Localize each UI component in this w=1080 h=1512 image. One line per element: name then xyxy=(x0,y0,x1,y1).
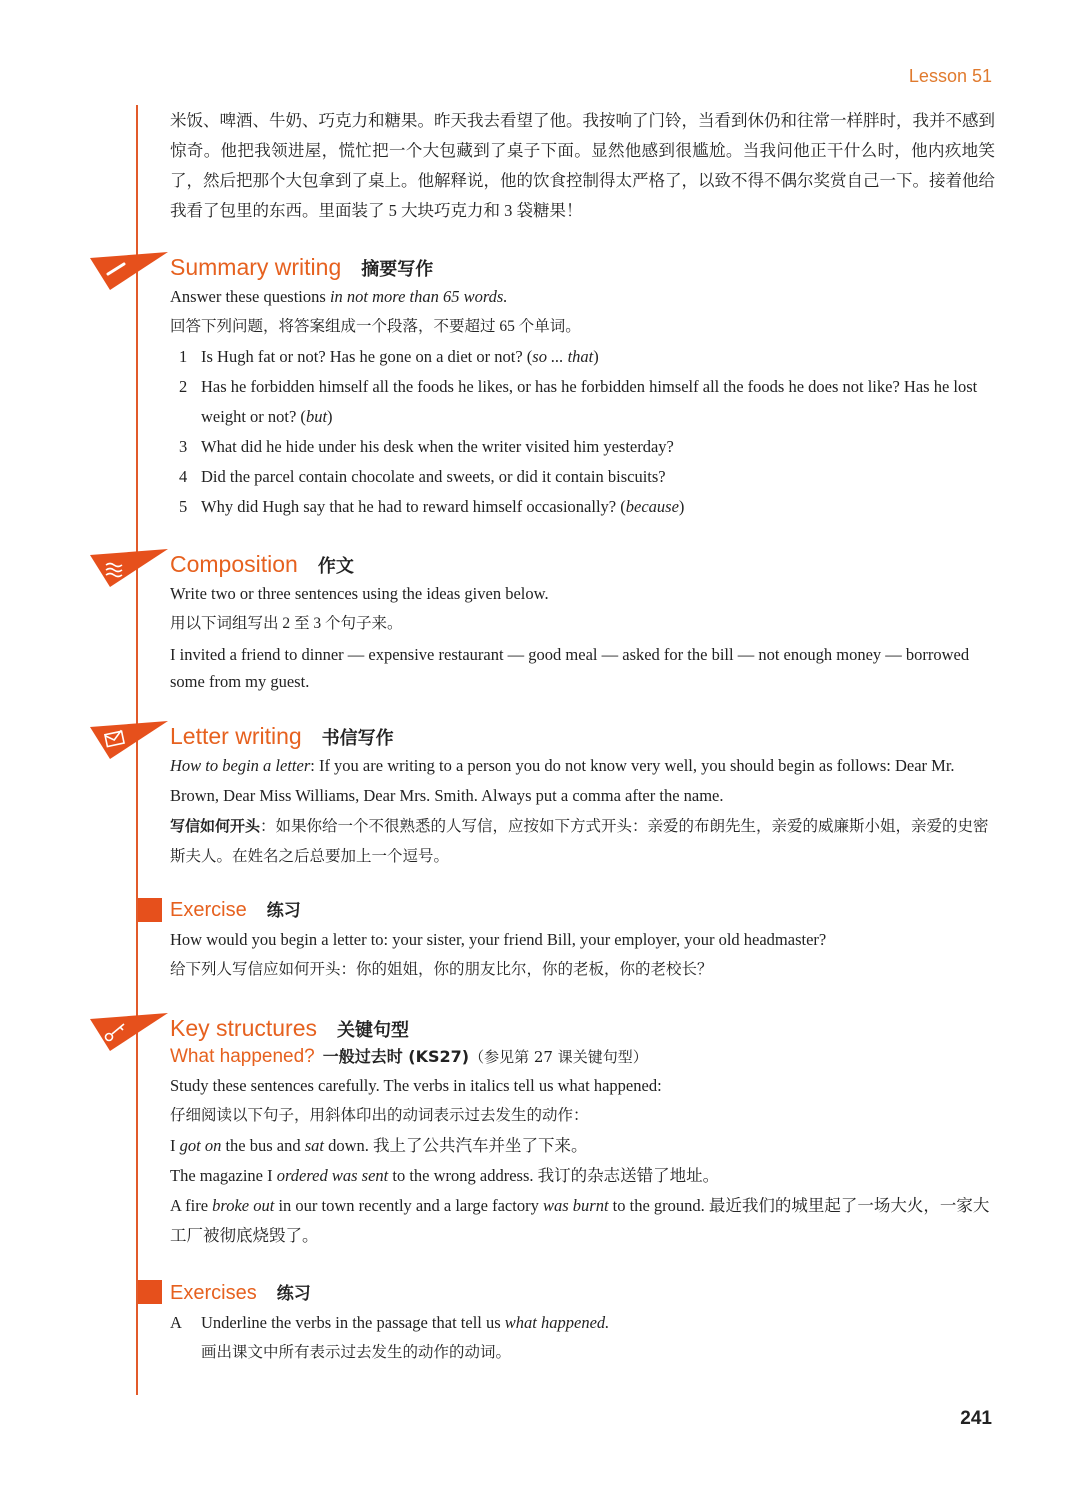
sentence-part: I xyxy=(170,1136,180,1155)
question-end: ) xyxy=(593,347,599,366)
key-subtitle: What happened? xyxy=(170,1046,315,1067)
key-title-cn: 关键句型 xyxy=(337,1020,409,1041)
question-body: What did he hide under his desk when the writer visited him yesterday? xyxy=(201,437,674,456)
exercises-marker xyxy=(138,1280,162,1304)
instruction-italic: in not more than 65 words. xyxy=(329,287,508,306)
composition-instruction-cn: 用以下词组写出 2 至 3 个句子来。 xyxy=(170,615,403,632)
summary-title: Summary writing xyxy=(170,254,342,280)
question-body: Did the parcel contain chocolate and sweets, or did it contain biscuits? xyxy=(201,467,666,486)
example-sentence xyxy=(170,1131,1000,1161)
sentence-verb: ordered was sent xyxy=(276,1166,389,1185)
exercise-title-cn: 练习 xyxy=(266,901,301,921)
question-number: 1 xyxy=(179,347,188,366)
question-hint: but xyxy=(305,407,328,426)
letter-title-cn: 书信写作 xyxy=(321,728,394,749)
question-end: ) xyxy=(678,497,685,516)
exercise-title: Exercise xyxy=(170,899,247,921)
intro-paragraph: 米饭、啤酒、牛奶、巧克力和糖果。昨天我去看望了他。我按响了门铃，当看到休仍和往常一样胖时，我并不感到惊奇。他把我领进屋，慌忙把一个大包藏到了桌子下面。显然他感到很尴尬。当我问他正干什么时，他内疚地笑了，然后把那个大包拿到了桌上。他解释说，他的饮食控制得太严格了，以致不得不偶尔奖赏自己一下。接着他给我看了包里的东西。里面装了 5 大块巧克力和 3 袋糖果！ xyxy=(170,111,995,220)
letter-title: Letter writing xyxy=(170,723,302,749)
example-sentence xyxy=(170,1191,1000,1251)
summary-title-cn: 摘要写作 xyxy=(361,259,434,280)
summary-instruction xyxy=(170,282,1000,312)
question-item xyxy=(170,342,1000,372)
pencil-icon xyxy=(90,252,168,292)
exercise-section xyxy=(170,895,1000,985)
key-subheading xyxy=(170,1043,1000,1071)
example-sentence xyxy=(170,1161,1000,1191)
exercise-item-body: Underline the verbs in the passage that tell us xyxy=(201,1313,505,1332)
question-hint: so ... that xyxy=(532,347,594,366)
section-heading xyxy=(170,721,1000,751)
exercise-item-spacer xyxy=(170,1338,201,1368)
question-item xyxy=(170,462,1000,492)
exercise-item-italic: what happened. xyxy=(504,1313,610,1332)
sentence-verb: sat xyxy=(304,1136,325,1155)
exercise-item-cn-row xyxy=(170,1338,1000,1368)
key-instruction-cn: 仔细阅读以下句子，用斜体印出的动词表示过去发生的动作： xyxy=(170,1107,589,1124)
question-text xyxy=(201,462,1000,492)
key-instruction: Study these sentences carefully. The verbs in italics tell us what happened: xyxy=(170,1076,662,1095)
exercise-marker xyxy=(138,898,162,922)
exercise-item-label: A xyxy=(170,1313,182,1332)
key-subtitle-cn: 一般过去时 (KS27) xyxy=(322,1047,470,1066)
composition-ideas: I invited a friend to dinner — expensive restaurant — good meal — asked for the bill — not enough money — borrowed some from my guest. xyxy=(170,645,970,691)
lines-icon xyxy=(90,549,168,589)
exercise-text-cn: 给下列人写信应如何开头：你的姐姐，你的朋友比尔，你的老板，你的老校长？ xyxy=(170,961,713,978)
key-subtitle-note: （参见第 27 课关键句型） xyxy=(469,1048,648,1066)
question-end: ) xyxy=(327,407,333,426)
question-body: Is Hugh fat or not? Has he gone on a diet or not? ( xyxy=(201,347,533,366)
section-heading xyxy=(170,549,1000,579)
section-heading xyxy=(170,252,1000,282)
sentence-part: The magazine I xyxy=(170,1166,277,1185)
composition-instruction: Write two or three sentences using the ideas given below. xyxy=(170,584,549,603)
question-text xyxy=(201,372,1000,432)
sentence-part: in our town recently and a large factory xyxy=(274,1196,543,1215)
letter-text xyxy=(170,751,1000,811)
letter-section xyxy=(170,721,1000,872)
question-number: 3 xyxy=(179,437,188,456)
exercises-title: Exercises xyxy=(170,1282,257,1304)
letter-label: How to begin a letter xyxy=(170,756,311,775)
exercise-item xyxy=(170,1308,1000,1338)
key-title: Key structures xyxy=(170,1015,317,1041)
envelope-icon xyxy=(90,721,168,761)
question-hint: because xyxy=(625,497,679,516)
exercise-text: How would you begin a letter to: your sister, your friend Bill, your employer, your old headmaster? xyxy=(170,930,827,949)
exercises-title-cn: 练习 xyxy=(276,1284,311,1304)
sentence-verb: got on xyxy=(179,1136,222,1155)
instruction-text: Answer these questions xyxy=(170,287,330,306)
sentence-verb: broke out xyxy=(212,1196,275,1215)
composition-title-cn: 作文 xyxy=(317,556,354,577)
question-number: 5 xyxy=(179,497,188,516)
key-structures-section xyxy=(170,1013,1000,1251)
section-heading xyxy=(170,895,1000,925)
question-body: Why did Hugh say that he had to reward himself occasionally? ( xyxy=(201,497,626,516)
sentence-part: A fire xyxy=(170,1196,213,1215)
question-item xyxy=(170,432,1000,462)
question-item xyxy=(170,372,1000,432)
question-text xyxy=(201,342,1000,372)
exercise-item-cn: 画出课文中所有表示过去发生的动作的动词。 xyxy=(201,1344,512,1361)
sentence-part: the bus and xyxy=(221,1136,305,1155)
question-number: 4 xyxy=(179,467,188,486)
summary-section xyxy=(170,252,1000,522)
page-number: 241 xyxy=(960,1408,992,1429)
letter-body: : If you are writing to a person you do not know very well, you should begin as follows: Dear Mr. Brown, Dear Miss Williams, Dear Mrs. Smith. Always put a comma after the name. xyxy=(170,756,955,805)
sentence-part: down. 我上了公共汽车并坐了下来。 xyxy=(324,1136,588,1155)
sentence-part: to the wrong address. 我订的杂志送错了地址。 xyxy=(388,1166,720,1185)
letter-body-cn: ：如果你给一个不很熟悉的人写信，应按如下方式开头：亲爱的布朗先生，亲爱的威廉斯小姐，亲爱的史密斯夫人。在姓名之后总要加上一个逗号。 xyxy=(170,818,989,865)
letter-label-cn: 写信如何开头 xyxy=(170,817,261,835)
letter-text-cn xyxy=(170,811,1000,872)
summary-instruction-cn: 回答下列问题，将答案组成一个段落，不要超过 65 个单词。 xyxy=(170,318,581,335)
composition-section xyxy=(170,549,1000,695)
section-heading xyxy=(170,1013,1000,1043)
question-body: Has he forbidden himself all the foods he likes, or has he forbidden himself all the foods he does not like? Has he lost weight or not? ( xyxy=(201,377,978,426)
question-list xyxy=(170,342,1000,522)
question-text xyxy=(201,432,1000,462)
question-text xyxy=(201,492,1000,522)
question-number: 2 xyxy=(179,377,188,396)
section-heading xyxy=(170,1278,1000,1308)
composition-title: Composition xyxy=(170,551,298,577)
sentence-part: to the ground. 最近我们的城里起了一场大火，一家大工厂被彻底烧毁了。 xyxy=(170,1196,990,1245)
lesson-label: Lesson 51 xyxy=(908,66,992,86)
exercises-section xyxy=(170,1278,1000,1368)
question-item xyxy=(170,492,1000,522)
key-icon xyxy=(90,1013,168,1053)
exercise-item-text xyxy=(201,1308,609,1338)
sentence-verb: was burnt xyxy=(542,1196,609,1215)
